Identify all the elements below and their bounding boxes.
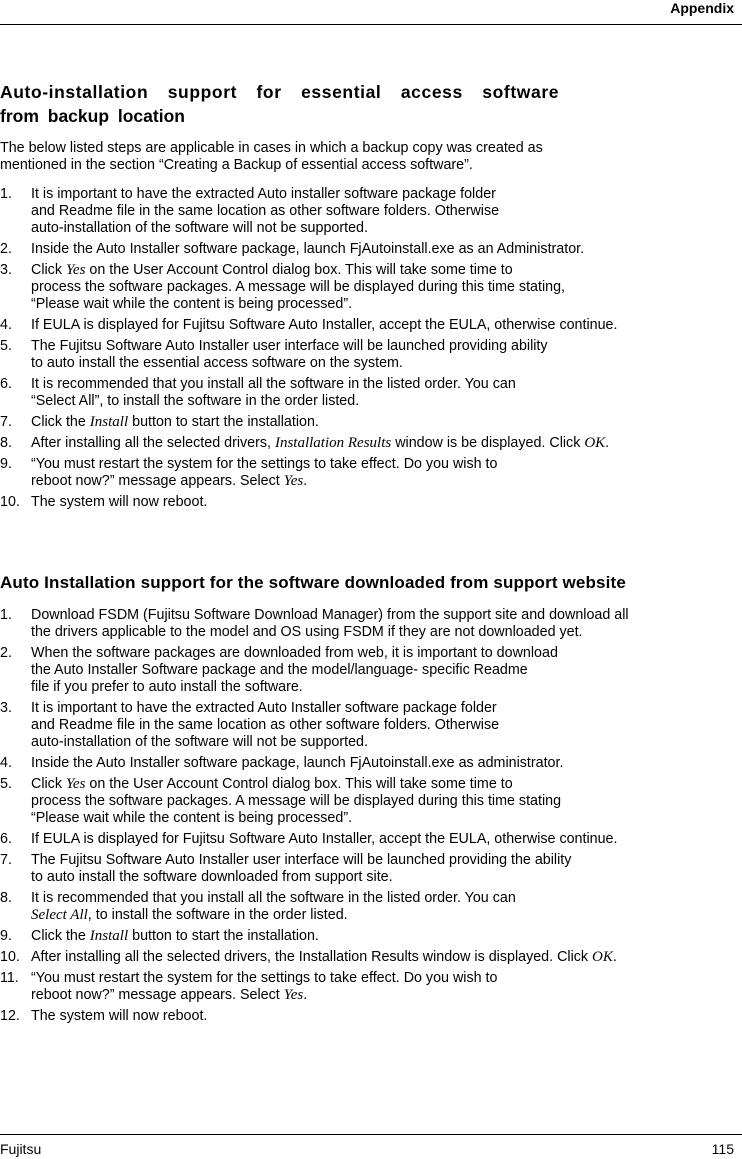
text-run: to auto install the software downloaded from support site. <box>31 869 393 885</box>
text-run: If EULA is displayed for Fujitsu Software Auto Installer, accept the EULA, otherwise continue. <box>31 831 618 847</box>
step-text <box>31 186 742 237</box>
text-run: button to start the installation. <box>128 928 319 944</box>
ui-term: OK <box>592 949 613 965</box>
step-text-line <box>31 755 742 772</box>
text-run: The Fujitsu Software Auto Installer user interface will be launched providing ability <box>31 338 548 354</box>
step-text-line <box>31 414 742 431</box>
step-number: 7. <box>0 414 12 430</box>
step-text <box>31 376 742 410</box>
ui-term: Yes <box>283 473 304 489</box>
step-number: 3. <box>0 700 12 716</box>
step-text <box>31 317 742 334</box>
footer-brand: Fujitsu <box>0 1141 42 1157</box>
step-text-line <box>31 970 742 987</box>
step-text <box>31 776 742 827</box>
list-item <box>0 376 742 410</box>
step-number: 5. <box>0 776 12 792</box>
text-run: Click <box>31 262 66 278</box>
step-text-line <box>31 279 742 296</box>
text-run: reboot now?” message appears. Select <box>31 473 284 489</box>
step-text-line <box>31 456 742 473</box>
step-number: 5. <box>0 338 12 354</box>
step-text <box>31 970 742 1004</box>
list-item <box>0 1008 742 1025</box>
step-text <box>31 1008 742 1025</box>
list-item <box>0 776 742 827</box>
step-number: 6. <box>0 376 12 392</box>
step-text-line <box>31 624 742 641</box>
step-text <box>31 607 742 641</box>
list-item <box>0 186 742 237</box>
step-number: 2. <box>0 645 12 661</box>
step-number: 10. <box>0 494 20 510</box>
text-run: Click <box>31 776 66 792</box>
step-text-line <box>31 355 742 372</box>
list-item <box>0 949 742 966</box>
step-text-line <box>31 987 742 1004</box>
step-text-line <box>31 949 742 966</box>
text-run: button to start the installation. <box>128 414 319 430</box>
step-text <box>31 241 742 258</box>
step-text-line <box>31 717 742 734</box>
step-text <box>31 338 742 372</box>
text-run: Download FSDM (Fujitsu Software Download Manager) from the support site and download all <box>31 607 629 623</box>
step-number: 11. <box>0 970 19 986</box>
ui-term: Select All <box>31 907 88 923</box>
step-number: 4. <box>0 317 12 333</box>
text-run: The system will now reboot. <box>31 1008 208 1024</box>
step-text-line <box>31 296 742 313</box>
step-text <box>31 456 742 490</box>
step-number: 9. <box>0 928 12 944</box>
list-item <box>0 755 742 772</box>
text-run: auto-installation of the software will not be supported. <box>31 734 368 750</box>
text-run: file if you prefer to auto install the software. <box>31 679 303 695</box>
section-title-support-website: Auto Installation support for the software downloaded from support website <box>0 573 626 592</box>
text-run: . <box>303 473 308 489</box>
text-run: to auto install the essential access software on the system. <box>31 355 403 371</box>
text-run: process the software packages. A message will be displayed during this time stating, <box>31 279 566 295</box>
step-number: 3. <box>0 262 12 278</box>
text-run: Inside the Auto Installer software package, launch FjAutoinstall.exe as administrator. <box>31 755 564 771</box>
text-run: . <box>303 987 308 1003</box>
text-run: If EULA is displayed for Fujitsu Software Auto Installer, accept the EULA, otherwise continue. <box>31 317 618 333</box>
steps-list-backup <box>0 186 742 511</box>
step-text <box>31 494 742 511</box>
text-run: It is recommended that you install all the software in the listed order. You can <box>31 890 516 906</box>
steps-list-support-website <box>0 607 742 1025</box>
section-title-line-1: Auto-installation support for essential access software <box>0 82 560 102</box>
list-item <box>0 852 742 886</box>
list-item <box>0 700 742 751</box>
step-text <box>31 414 742 431</box>
step-number: 7. <box>0 852 12 868</box>
step-text <box>31 755 742 772</box>
step-text-line <box>31 393 742 410</box>
step-number: 10. <box>0 949 20 965</box>
step-text-line <box>31 793 742 810</box>
text-run: , to install the software in the order listed. <box>87 907 348 923</box>
text-run: “Select All”, to install the software in the order listed. <box>31 393 360 409</box>
text-run: and Readme file in the same location as other software folders. Otherwise <box>31 717 500 733</box>
text-run: on the User Account Control dialog box. This will take some time to <box>85 776 513 792</box>
intro-line-1: The below listed steps are applicable in cases in which a backup copy was created as <box>0 140 543 156</box>
step-text-line <box>31 890 742 907</box>
step-text-line <box>31 907 742 924</box>
step-text-line <box>31 852 742 869</box>
step-text-line <box>31 810 742 827</box>
list-item <box>0 338 742 372</box>
list-item <box>0 317 742 334</box>
header-rule <box>0 24 742 25</box>
list-item <box>0 607 742 641</box>
step-text <box>31 645 742 696</box>
step-text-line <box>31 494 742 511</box>
step-text <box>31 928 742 945</box>
step-number: 9. <box>0 456 12 472</box>
text-run: window is be displayed. Click <box>391 435 585 451</box>
list-item <box>0 970 742 1004</box>
text-run: It is important to have the extracted Auto Installer software package folder <box>31 700 497 716</box>
ui-term: Yes <box>283 987 304 1003</box>
text-run: The system will now reboot. <box>31 494 208 510</box>
running-header-title: Appendix <box>670 0 734 16</box>
ui-term: Yes <box>65 262 86 278</box>
section-title-line-2: from backup location <box>0 106 185 126</box>
text-run: the Auto Installer Software package and the model/language- specific Readme <box>31 662 528 678</box>
list-item <box>0 645 742 696</box>
step-number: 6. <box>0 831 12 847</box>
step-text <box>31 435 742 452</box>
section-title-backup <box>0 80 600 128</box>
text-run: on the User Account Control dialog box. This will take some time to <box>85 262 513 278</box>
list-item <box>0 262 742 313</box>
step-text <box>31 852 742 886</box>
text-run: It is recommended that you install all the software in the listed order. You can <box>31 376 516 392</box>
step-text <box>31 890 742 924</box>
ui-term: Install <box>89 928 129 944</box>
step-text-line <box>31 928 742 945</box>
list-item <box>0 890 742 924</box>
step-text-line <box>31 220 742 237</box>
step-text-line <box>31 700 742 717</box>
step-text <box>31 831 742 848</box>
text-run: Click the <box>31 928 90 944</box>
text-run: and Readme file in the same location as other software folders. Otherwise <box>31 203 500 219</box>
step-number: 2. <box>0 241 12 257</box>
ui-term: Install <box>89 414 129 430</box>
text-run: auto-installation of the software will not be supported. <box>31 220 368 236</box>
step-number: 8. <box>0 890 12 906</box>
list-item <box>0 435 742 452</box>
list-item <box>0 928 742 945</box>
step-text-line <box>31 262 742 279</box>
step-text-line <box>31 376 742 393</box>
footer-rule <box>0 1134 742 1135</box>
text-run: reboot now?” message appears. Select <box>31 987 284 1003</box>
step-text-line <box>31 776 742 793</box>
text-run: process the software packages. A message will be displayed during this time stating <box>31 793 562 809</box>
step-text-line <box>31 338 742 355</box>
step-text <box>31 700 742 751</box>
text-run: the drivers applicable to the model and OS using FSDM if they are not downloaded yet. <box>31 624 583 640</box>
text-run: Click the <box>31 414 90 430</box>
text-run: Inside the Auto Installer software package, launch FjAutoinstall.exe as an Administrator. <box>31 241 585 257</box>
ui-term: OK <box>584 435 606 451</box>
text-run: “You must restart the system for the settings to take effect. Do you wish to <box>31 970 498 986</box>
text-run: . <box>612 949 617 965</box>
step-text-line <box>31 241 742 258</box>
step-text-line <box>31 473 742 490</box>
step-text-line <box>31 607 742 624</box>
step-number: 8. <box>0 435 12 451</box>
text-run: “Please wait while the content is being processed”. <box>31 296 353 312</box>
step-text <box>31 949 742 966</box>
ui-term: Yes <box>65 776 86 792</box>
step-text-line <box>31 435 742 452</box>
list-item <box>0 494 742 511</box>
intro-line-2: mentioned in the section “Creating a Backup of essential access software”. <box>0 157 473 173</box>
text-run: The Fujitsu Software Auto Installer user interface will be launched providing the ability <box>31 852 572 868</box>
text-run: After installing all the selected drivers, <box>31 435 275 451</box>
list-item <box>0 414 742 431</box>
text-run: It is important to have the extracted Auto installer software package folder <box>31 186 496 202</box>
step-text-line <box>31 186 742 203</box>
step-number: 1. <box>0 607 12 623</box>
text-run: After installing all the selected drivers, the Installation Results window is displayed. Click <box>31 949 593 965</box>
step-text-line <box>31 317 742 334</box>
page-number: 115 <box>711 1141 734 1157</box>
step-text-line <box>31 679 742 696</box>
list-item <box>0 831 742 848</box>
step-text-line <box>31 1008 742 1025</box>
text-run: When the software packages are downloaded from web, it is important to download <box>31 645 558 661</box>
step-text-line <box>31 645 742 662</box>
step-text-line <box>31 869 742 886</box>
step-number: 1. <box>0 186 12 202</box>
step-text-line <box>31 662 742 679</box>
step-text-line <box>31 831 742 848</box>
step-text-line <box>31 203 742 220</box>
text-run: . <box>605 435 610 451</box>
list-item <box>0 241 742 258</box>
list-item <box>0 456 742 490</box>
step-number: 12. <box>0 1008 20 1024</box>
ui-term: Installation Results <box>274 435 392 451</box>
step-text <box>31 262 742 313</box>
text-run: “Please wait while the content is being processed”. <box>31 810 353 826</box>
text-run: “You must restart the system for the settings to take effect. Do you wish to <box>31 456 498 472</box>
step-text-line <box>31 734 742 751</box>
intro-paragraph <box>0 140 742 174</box>
step-number: 4. <box>0 755 12 771</box>
